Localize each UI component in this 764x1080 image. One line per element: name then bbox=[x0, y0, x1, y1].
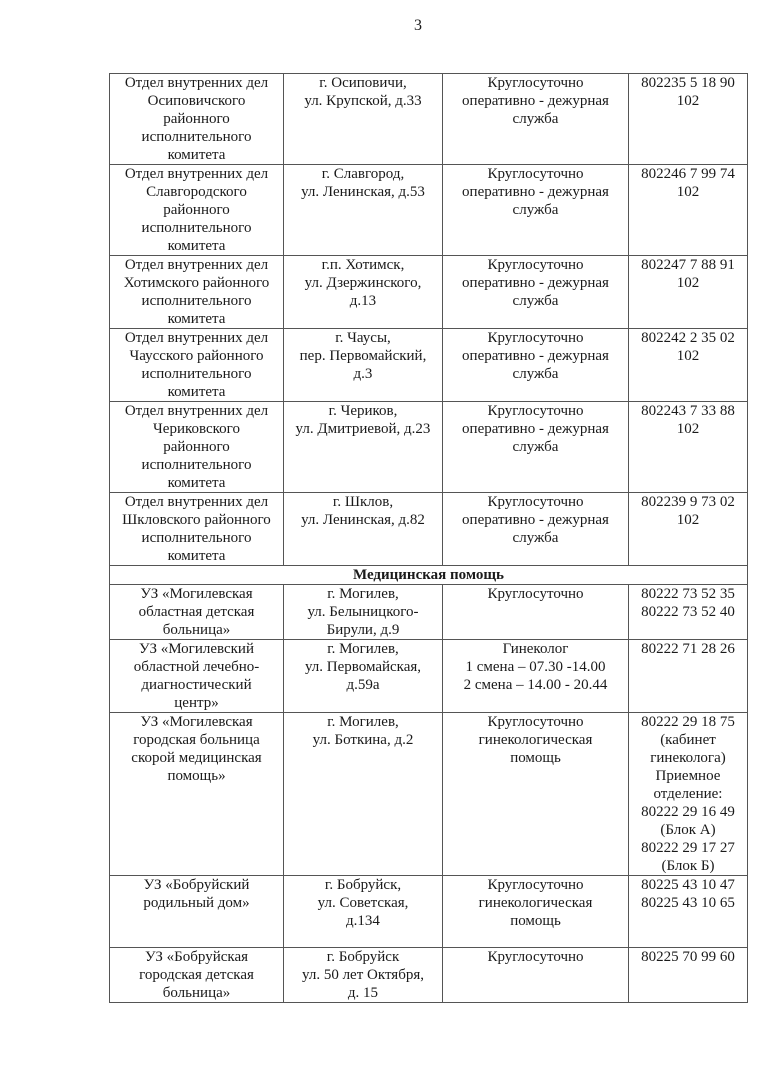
schedule-cell bbox=[443, 585, 629, 640]
organization-line: исполнительного bbox=[141, 530, 252, 546]
organization-line: Отдел внутренних дел bbox=[124, 330, 269, 346]
organization-line: УЗ «Могилевская bbox=[140, 714, 253, 730]
organization-line: УЗ «Могилевская bbox=[140, 586, 253, 602]
schedule-line: Круглосуточно bbox=[487, 714, 584, 730]
organization-line: больница» bbox=[162, 622, 231, 638]
phones-line: 102 bbox=[676, 184, 700, 200]
organization-cell bbox=[110, 402, 284, 493]
schedule-line: оперативно - дежурная bbox=[462, 348, 609, 364]
organization-line: диагностический bbox=[141, 677, 252, 693]
address-line: ул. Ленинская, д.82 bbox=[301, 512, 425, 528]
phones-line: гинеколога) bbox=[650, 750, 726, 766]
phones-cell bbox=[629, 640, 748, 713]
phones-cell bbox=[629, 74, 748, 165]
address-cell bbox=[284, 165, 443, 256]
schedule-line: Круглосуточно bbox=[487, 330, 584, 346]
phones-line: Приемное bbox=[655, 768, 721, 784]
phones-line: 80222 29 18 75 bbox=[641, 714, 735, 730]
phones-cell bbox=[629, 948, 748, 1003]
schedule-line: Гинеколог bbox=[502, 641, 569, 657]
organization-line: Отдел внутренних дел bbox=[124, 75, 269, 91]
schedule-line: 2 смена – 14.00 - 20.44 bbox=[463, 677, 608, 693]
address-line: ул. Первомайская, bbox=[304, 659, 422, 675]
schedule-line: служба bbox=[512, 530, 559, 546]
phones-cell bbox=[629, 876, 748, 948]
organization-line: Осиповичского bbox=[147, 93, 246, 109]
address-cell bbox=[284, 640, 443, 713]
address-line: г. Бобруйск, bbox=[324, 877, 402, 893]
address-line: г. Осиповичи, bbox=[319, 75, 407, 91]
schedule-line: оперативно - дежурная bbox=[462, 512, 609, 528]
organization-cell bbox=[110, 165, 284, 256]
schedule-line: служба bbox=[512, 202, 559, 218]
schedule-line: оперативно - дежурная bbox=[462, 275, 609, 291]
schedule-line: гинекологическая bbox=[478, 732, 593, 748]
table-row bbox=[110, 948, 748, 1003]
organization-line: исполнительного bbox=[141, 293, 252, 309]
schedule-cell bbox=[443, 876, 629, 948]
address-line: ул. Крупской, д.33 bbox=[304, 93, 422, 109]
phones-line: 802242 2 35 02 bbox=[641, 330, 735, 346]
organization-line: исполнительного bbox=[141, 220, 252, 236]
organization-line: Чаусского районного bbox=[129, 348, 264, 364]
organization-line: исполнительного bbox=[141, 366, 252, 382]
organization-line: областной лечебно- bbox=[133, 659, 260, 675]
phones-line: 80225 70 99 60 bbox=[641, 949, 735, 965]
organization-line: УЗ «Бобруйская bbox=[144, 949, 249, 965]
table-row bbox=[110, 493, 748, 566]
address-line: г.п. Хотимск, bbox=[321, 257, 405, 273]
schedule-line: Круглосуточно bbox=[487, 166, 584, 182]
organization-cell bbox=[110, 256, 284, 329]
table-row bbox=[110, 74, 748, 165]
address-cell bbox=[284, 585, 443, 640]
schedule-line: служба bbox=[512, 111, 559, 127]
table-row bbox=[110, 713, 748, 876]
organization-line: скорой медицинская bbox=[131, 750, 262, 766]
address-line: д. 15 bbox=[347, 985, 379, 1001]
address-line: г. Славгород, bbox=[321, 166, 405, 182]
organization-line: исполнительного bbox=[141, 457, 252, 473]
schedule-line: гинекологическая bbox=[478, 895, 593, 911]
schedule-line: служба bbox=[512, 366, 559, 382]
organization-line: комитета bbox=[167, 311, 226, 327]
address-cell bbox=[284, 876, 443, 948]
phones-cell bbox=[629, 585, 748, 640]
schedule-line: 1 смена – 07.30 -14.00 bbox=[465, 659, 606, 675]
address-line: г. Чериков, bbox=[328, 403, 398, 419]
address-line: ул. Дмитриевой, д.23 bbox=[295, 421, 431, 437]
contacts-table bbox=[109, 73, 748, 1003]
schedule-cell bbox=[443, 493, 629, 566]
organization-line: Отдел внутренних дел bbox=[124, 257, 269, 273]
schedule-line: Круглосуточно bbox=[487, 257, 584, 273]
organization-cell bbox=[110, 329, 284, 402]
phones-line: 802243 7 33 88 bbox=[641, 403, 735, 419]
table-row bbox=[110, 165, 748, 256]
address-cell bbox=[284, 402, 443, 493]
address-line: г. Могилев, bbox=[327, 714, 399, 730]
organization-cell bbox=[110, 948, 284, 1003]
phones-line: 802239 9 73 02 bbox=[641, 494, 735, 510]
address-cell bbox=[284, 493, 443, 566]
organization-cell bbox=[110, 585, 284, 640]
phones-line: 102 bbox=[676, 93, 700, 109]
organization-line: центр» bbox=[174, 695, 219, 711]
organization-cell bbox=[110, 74, 284, 165]
organization-line: комитета bbox=[167, 548, 226, 564]
contacts-table-body bbox=[110, 74, 748, 1003]
phones-line: 80222 71 28 26 bbox=[641, 641, 735, 657]
organization-line: Отдел внутренних дел bbox=[124, 166, 269, 182]
address-line: г. Бобруйск bbox=[326, 949, 400, 965]
organization-line: городская больница bbox=[133, 732, 260, 748]
schedule-cell bbox=[443, 948, 629, 1003]
phones-line: 802235 5 18 90 bbox=[641, 75, 735, 91]
schedule-line: Круглосуточно bbox=[487, 75, 584, 91]
phones-line: 80222 29 17 27 bbox=[641, 840, 735, 856]
schedule-cell bbox=[443, 329, 629, 402]
organization-line: Хотимского районного bbox=[123, 275, 270, 291]
table-row bbox=[110, 876, 748, 948]
schedule-cell bbox=[443, 256, 629, 329]
organization-cell bbox=[110, 876, 284, 948]
phones-cell bbox=[629, 402, 748, 493]
organization-line: исполнительного bbox=[141, 129, 252, 145]
phones-cell bbox=[629, 329, 748, 402]
schedule-cell bbox=[443, 640, 629, 713]
schedule-cell bbox=[443, 74, 629, 165]
organization-line: комитета bbox=[167, 475, 226, 491]
organization-line: УЗ «Могилевский bbox=[139, 641, 254, 657]
schedule-line: Круглосуточно bbox=[487, 877, 584, 893]
address-line: пер. Первомайский, bbox=[299, 348, 427, 364]
table-row bbox=[110, 640, 748, 713]
address-line: Бирули, д.9 bbox=[326, 622, 400, 638]
organization-line: городская детская bbox=[139, 967, 254, 983]
page-number: 3 bbox=[414, 17, 422, 34]
organization-line: районного bbox=[163, 202, 230, 218]
section-header-row bbox=[110, 566, 748, 585]
organization-line: областная детская bbox=[138, 604, 255, 620]
address-cell bbox=[284, 74, 443, 165]
table-row bbox=[110, 402, 748, 493]
organization-line: УЗ «Бобруйский bbox=[143, 877, 250, 893]
schedule-line: служба bbox=[512, 439, 559, 455]
phones-cell bbox=[629, 165, 748, 256]
section-title: Медицинская помощь bbox=[110, 566, 748, 585]
organization-line: Шкловского районного bbox=[122, 512, 271, 528]
address-cell bbox=[284, 329, 443, 402]
phones-line: (Блок Б) bbox=[661, 858, 715, 874]
address-line: г. Могилев, bbox=[327, 641, 399, 657]
phones-line: 102 bbox=[676, 275, 700, 291]
phones-line: 80222 73 52 35 bbox=[641, 586, 735, 602]
organization-cell bbox=[110, 640, 284, 713]
address-line: ул. Боткина, д.2 bbox=[312, 732, 414, 748]
phones-cell bbox=[629, 713, 748, 876]
organization-line: Отдел внутренних дел bbox=[124, 403, 269, 419]
address-line: г. Могилев, bbox=[327, 586, 399, 602]
table-row bbox=[110, 256, 748, 329]
address-line: ул. Советская, bbox=[317, 895, 409, 911]
organization-line: комитета bbox=[167, 384, 226, 400]
phones-line: 80225 43 10 47 bbox=[641, 877, 735, 893]
phones-line: 80222 73 52 40 bbox=[641, 604, 735, 620]
organization-line: больница» bbox=[162, 985, 231, 1001]
address-line: ул. Белыницкого- bbox=[307, 604, 419, 620]
organization-line: Чериковского bbox=[153, 421, 240, 437]
organization-line: комитета bbox=[167, 147, 226, 163]
schedule-cell bbox=[443, 713, 629, 876]
phones-line: 102 bbox=[676, 348, 700, 364]
organization-line: комитета bbox=[167, 238, 226, 254]
schedule-line: оперативно - дежурная bbox=[462, 184, 609, 200]
address-cell bbox=[284, 948, 443, 1003]
organization-cell bbox=[110, 713, 284, 876]
address-cell bbox=[284, 256, 443, 329]
address-line: г. Шклов, bbox=[332, 494, 394, 510]
address-cell bbox=[284, 713, 443, 876]
schedule-line: Круглосуточно bbox=[487, 494, 584, 510]
organization-line: Славгородского bbox=[146, 184, 247, 200]
phones-line: 802247 7 88 91 bbox=[641, 257, 735, 273]
schedule-line: помощь bbox=[510, 750, 561, 766]
address-line: д.3 bbox=[353, 366, 373, 382]
address-line: д.59а bbox=[346, 677, 380, 693]
schedule-line: Круглосуточно bbox=[487, 949, 584, 965]
phones-line: (Блок А) bbox=[660, 822, 716, 838]
schedule-cell bbox=[443, 165, 629, 256]
address-line: д.13 bbox=[349, 293, 377, 309]
phones-cell bbox=[629, 256, 748, 329]
address-line: д.134 bbox=[346, 913, 380, 929]
schedule-cell bbox=[443, 402, 629, 493]
schedule-line: помощь bbox=[510, 913, 561, 929]
schedule-line: оперативно - дежурная bbox=[462, 421, 609, 437]
address-line: г. Чаусы, bbox=[335, 330, 391, 346]
phones-line: 102 bbox=[676, 512, 700, 528]
table-row bbox=[110, 329, 748, 402]
schedule-line: Круглосуточно bbox=[487, 586, 584, 602]
phones-line: (кабинет bbox=[660, 732, 716, 748]
phones-line: 102 bbox=[676, 421, 700, 437]
schedule-line: Круглосуточно bbox=[487, 403, 584, 419]
organization-line: Отдел внутренних дел bbox=[124, 494, 269, 510]
organization-cell bbox=[110, 493, 284, 566]
organization-line: районного bbox=[163, 111, 230, 127]
phones-line: 80225 43 10 65 bbox=[641, 895, 735, 911]
address-line: ул. Дзержинского, bbox=[304, 275, 422, 291]
address-line: ул. 50 лет Октября, bbox=[302, 967, 424, 983]
table-row bbox=[110, 585, 748, 640]
phones-line: отделение: bbox=[653, 786, 723, 802]
organization-line: районного bbox=[163, 439, 230, 455]
schedule-line: служба bbox=[512, 293, 559, 309]
schedule-line: оперативно - дежурная bbox=[462, 93, 609, 109]
address-line: ул. Ленинская, д.53 bbox=[301, 184, 425, 200]
phones-line: 802246 7 99 74 bbox=[641, 166, 735, 182]
organization-line: родильный дом» bbox=[143, 895, 250, 911]
phones-cell bbox=[629, 493, 748, 566]
organization-line: помощь» bbox=[167, 768, 226, 784]
phones-line: 80222 29 16 49 bbox=[641, 804, 735, 820]
